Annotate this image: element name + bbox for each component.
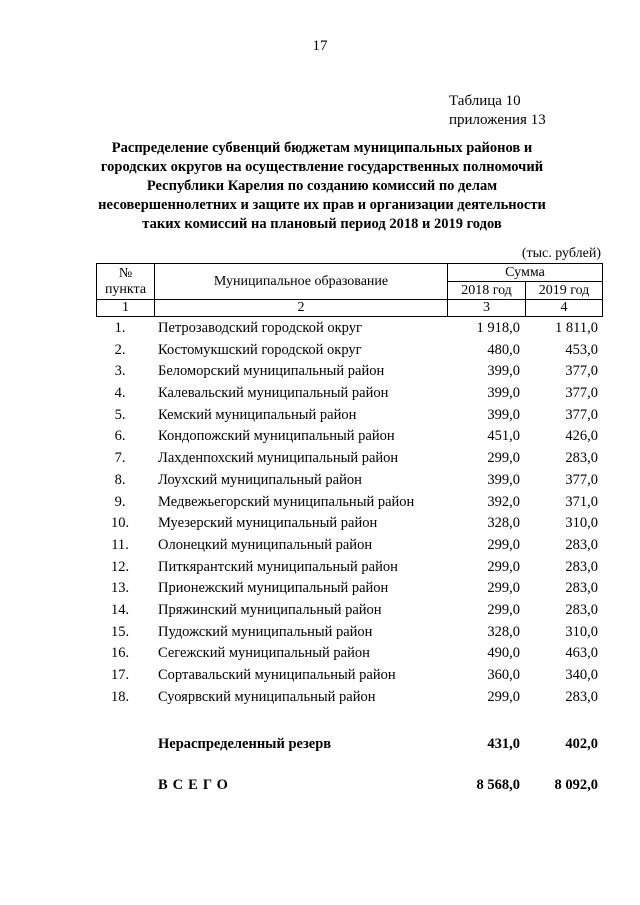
table-row (96, 407, 602, 429)
row-2019: 377,0 (565, 406, 598, 423)
total-label: ВСЕГО (158, 777, 233, 793)
row-number: 14. (110, 601, 130, 618)
table-header (96, 263, 603, 317)
row-2018: 480,0 (487, 341, 520, 358)
row-number: 6. (114, 428, 126, 445)
row-municipality: Суоярвский муниципальный район (158, 688, 376, 705)
reserve-row (96, 736, 602, 756)
title-line: Республики Карелия по созданию комиссий по делам (146, 178, 498, 194)
table-row (96, 559, 602, 581)
row-2019: 1 811,0 (555, 320, 598, 336)
row-number: 12. (110, 558, 130, 575)
row-2018: 490,0 (487, 645, 520, 662)
table-row (96, 363, 602, 385)
table-reference (449, 92, 546, 130)
table-row (96, 320, 602, 342)
total-2018: 8 568,0 (476, 777, 520, 793)
units-label: (тыс. рублей) (521, 246, 601, 261)
table-body (96, 320, 602, 710)
header-number-line1: № (118, 265, 133, 281)
row-municipality: Беломорский муниципальный район (158, 363, 385, 380)
reserve-2018: 431,0 (487, 736, 520, 752)
header-col4: 4 (526, 300, 603, 317)
table-row (96, 450, 602, 472)
page-number: 17 (312, 38, 328, 54)
row-2018: 360,0 (487, 667, 520, 683)
title-line: Распределение субвенций бюджетам муниципальных районов и (111, 140, 533, 156)
total-row (96, 777, 602, 797)
row-municipality: Лахденпохский муниципальный район (158, 450, 399, 467)
header-number (97, 264, 155, 300)
table-row (96, 494, 602, 516)
row-2018: 399,0 (487, 363, 520, 380)
row-number: 2. (114, 341, 126, 358)
row-municipality: Кондопожский муниципальный район (158, 428, 395, 445)
row-municipality: Лоухский муниципальный район (158, 471, 362, 488)
table-row (96, 342, 602, 364)
row-number: 10. (110, 515, 130, 532)
row-2019: 283,0 (565, 558, 598, 575)
row-municipality: Калевальский муниципальный район (158, 385, 389, 402)
row-number: 16. (110, 645, 130, 662)
row-2019: 340,0 (565, 667, 598, 683)
row-number: 18. (110, 688, 130, 705)
table-row (96, 385, 602, 407)
header-number-line2: пункта (104, 281, 147, 297)
header-2018: 2018 год (448, 282, 526, 300)
row-2018: 1 918,0 (476, 320, 520, 336)
row-2018: 299,0 (487, 536, 520, 553)
table-row (96, 580, 602, 602)
total-2019: 8 092,0 (554, 777, 598, 793)
table-row (96, 537, 602, 559)
header-col2: 2 (155, 300, 448, 317)
title-line: городских округов на осуществление государственных полномочий (100, 159, 544, 175)
header-sum: Сумма (448, 264, 603, 282)
header-col1: 1 (97, 300, 155, 317)
row-number: 3. (114, 363, 126, 380)
table-row (96, 645, 602, 667)
row-2018: 299,0 (487, 558, 520, 575)
row-2018: 399,0 (487, 385, 520, 402)
row-municipality: Костомукшский городской округ (158, 341, 362, 358)
row-number: 15. (110, 623, 130, 640)
row-municipality: Петрозаводский городской округ (158, 320, 362, 336)
row-number: 7. (114, 450, 126, 467)
document-title (96, 139, 548, 234)
row-number: 9. (114, 493, 126, 510)
title-line: таких комиссий на плановый период 2018 и 2019 годов (142, 216, 502, 232)
row-2019: 283,0 (565, 536, 598, 553)
reserve-2019: 402,0 (565, 736, 598, 752)
row-number: 5. (114, 406, 126, 423)
row-2018: 328,0 (487, 623, 520, 640)
row-municipality: Олонецкий муниципальный район (158, 536, 373, 553)
row-municipality: Пудожский муниципальный район (158, 623, 373, 640)
row-2019: 283,0 (565, 580, 598, 597)
table-row (96, 428, 602, 450)
row-2019: 283,0 (565, 601, 598, 618)
row-municipality: Сегежский муниципальный район (158, 645, 370, 662)
row-municipality: Медвежьегорский муниципальный район (158, 493, 415, 510)
row-municipality: Кемский муниципальный район (158, 406, 357, 423)
header-col3: 3 (448, 300, 526, 317)
table-row (96, 515, 602, 537)
header-municipality: Муниципальное образование (155, 264, 448, 300)
row-2018: 299,0 (487, 688, 520, 705)
row-2019: 310,0 (565, 623, 598, 640)
row-municipality: Прионежский муниципальный район (158, 580, 389, 597)
row-2019: 283,0 (565, 450, 598, 467)
row-2019: 377,0 (565, 471, 598, 488)
row-2018: 299,0 (487, 450, 520, 467)
row-municipality: Пряжинский муниципальный район (158, 601, 382, 618)
row-number: 4. (114, 385, 126, 402)
row-2019: 371,0 (565, 493, 598, 510)
row-2019: 453,0 (565, 341, 598, 358)
table-row (96, 667, 602, 689)
row-2018: 399,0 (487, 471, 520, 488)
row-2018: 299,0 (487, 580, 520, 597)
table-reference-line2: приложения 13 (449, 112, 546, 128)
row-municipality: Питкярантский муниципальный район (158, 558, 398, 575)
row-number: 13. (110, 580, 130, 597)
table-row (96, 472, 602, 494)
header-2019: 2019 год (526, 282, 603, 300)
row-2019: 377,0 (565, 385, 598, 402)
title-line: несовершеннолетних и защите их прав и организации деятельности (98, 197, 546, 213)
row-2018: 399,0 (487, 406, 520, 423)
row-2018: 392,0 (487, 493, 520, 510)
row-2018: 451,0 (487, 428, 520, 445)
table-row (96, 624, 602, 646)
row-2019: 463,0 (565, 645, 598, 662)
row-2019: 310,0 (565, 515, 598, 532)
row-2019: 426,0 (565, 428, 598, 445)
row-number: 1. (114, 320, 126, 336)
reserve-label: Нераспределенный резерв (158, 736, 332, 752)
row-number: 11. (111, 536, 129, 553)
table-reference-line1: Таблица 10 (449, 93, 521, 109)
row-2019: 377,0 (565, 363, 598, 380)
table-row (96, 689, 602, 711)
row-2019: 283,0 (565, 688, 598, 705)
row-number: 8. (114, 471, 126, 488)
table-row (96, 602, 602, 624)
row-municipality: Сортавальский муниципальный район (158, 667, 396, 683)
row-number: 17. (110, 667, 130, 683)
row-2018: 299,0 (487, 601, 520, 618)
row-2018: 328,0 (487, 515, 520, 532)
row-municipality: Муезерский муниципальный район (158, 515, 378, 532)
